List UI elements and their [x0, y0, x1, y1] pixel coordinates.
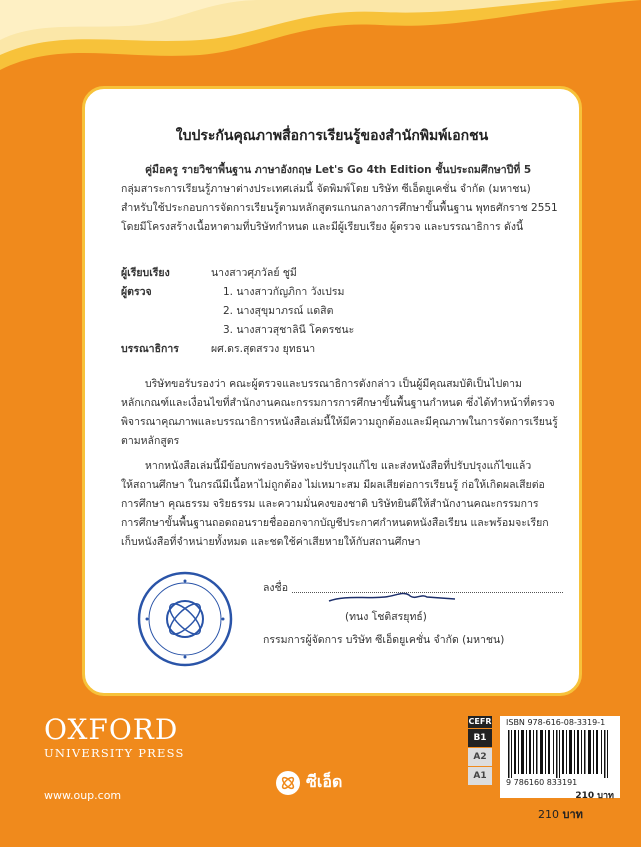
reviewer-label: ผู้ตรวจ — [121, 286, 152, 298]
company-seal — [135, 569, 235, 669]
para-line: เก็บหนังสือที่จำหน่ายทั้งหมด และชดใช้ค่าเสียหายให้กับสถานศึกษา — [121, 536, 421, 548]
reviewer-name: 2. นางสุขุมาภรณ์ แดสิต — [223, 305, 334, 317]
se-ed-wordmark: ซีเอ็ด — [306, 772, 343, 791]
se-ed-icon — [276, 771, 300, 795]
cefr-level: B1 — [468, 729, 492, 747]
barcode-number: 9 786160 833191 — [506, 778, 578, 787]
certificate-title: ใบประกันคุณภาพสื่อการเรียนรู้ของสำนักพิมพ์เอกชน — [175, 128, 489, 144]
editor-label: บรรณาธิการ — [121, 343, 179, 355]
intro-line: สำหรับใช้ประกอบการจัดการเรียนรู้ตามหลักสูตรแกนกลางการศึกษาขั้นพื้นฐาน พุทธศักราช 2551 — [121, 202, 558, 214]
assurance-paragraph — [121, 375, 561, 451]
staff-list — [121, 264, 561, 359]
se-ed-logo — [276, 770, 342, 795]
cefr-level: A2 — [468, 748, 492, 766]
certificate-card — [82, 86, 582, 696]
oxford-logo — [44, 713, 185, 760]
sign-label: ลงชื่อ — [263, 582, 288, 594]
barcode-price: 210 บาท — [575, 791, 614, 801]
price-label — [538, 805, 583, 823]
para-line: การศึกษาขั้นพื้นฐานถอดถอนรายชื่อออกจากบัญชีประกาศกำหนดหนังสือเรียน และพร้อมจะเรียก — [121, 517, 549, 529]
reviewer-name: 3. นางสาวสุชาลินี โคตรชนะ — [223, 324, 355, 336]
oup-wordmark: UNIVERSITY PRESS — [44, 746, 185, 760]
signature-block — [263, 579, 563, 648]
cefr-level: A1 — [468, 767, 492, 785]
reviewer-name: 1. นางสาวกัญภิกา วังเปรม — [223, 286, 345, 298]
intro-line: โดยมีโครงสร้างเนื้อหาตามที่บริษัทกำหนด และมีผู้เรียบเรียง ผู้ตรวจ และบรรณาธิการ ดังนี้ — [121, 221, 524, 233]
barcode-box — [500, 716, 620, 801]
author-label: ผู้เรียบเรียง — [121, 267, 170, 279]
author-name: นางสาวศุภวัลย์ ชูมี — [211, 267, 297, 279]
oup-url: www.oup.com — [44, 789, 122, 802]
para-line: การศึกษา คุณธรรม จริยธรรม และความมั่นคงของชาติ บริษัทยินดีให้สำนักงานคณะกรรมการ — [121, 498, 539, 510]
cefr-header: CEFR — [468, 717, 492, 726]
signer-name: (ทนง โชติสรยุทธ์) — [345, 611, 427, 623]
para-line: บริษัทขอรับรองว่า คณะผู้ตรวจและบรรณาธิการดังกล่าว เป็นผู้มีคุณสมบัติเป็นไปตาม — [145, 378, 522, 390]
intro-paragraph — [121, 161, 561, 237]
para-line: พิจารณาคุณภาพและบรรณาธิการหนังสือเล่มนี้ให้มีความถูกต้องและมีคุณภาพในการจัดการเรียนรู้ — [121, 416, 558, 428]
correction-paragraph — [121, 457, 561, 552]
intro-line: คู่มือครู รายวิชาพื้นฐาน ภาษาอังกฤษ Let's Go 4th Edition ชั้นประถมศึกษาปีที่ 5 — [145, 164, 532, 176]
barcode-bars — [508, 730, 612, 778]
editor-name: ผศ.ดร.สุดสรวง ยุทธนา — [211, 343, 316, 355]
para-line: ให้สถานศึกษา ในกรณีมีเนื้อหาไม่ถูกต้อง ไม่เหมาะสม มีผลเสียต่อการเรียนรู้ ก่อให้เกิดผลเสียต่อ — [121, 479, 545, 491]
oxford-wordmark: OXFORD — [44, 713, 179, 746]
price-unit: บาท — [562, 808, 583, 821]
para-line: หลักเกณฑ์และเงื่อนไขที่สำนักงานคณะกรรมการการศึกษาขั้นพื้นฐานกำหนด ซึ่งได้ทำหน้าที่ตรวจ — [121, 397, 555, 409]
intro-line: กลุ่มสาระการเรียนรู้ภาษาต่างประเทศเล่มนี้ จัดพิมพ์โดย บริษัท ซีเอ็ดยูเคชั่น จำกัด (มหาชน) — [121, 183, 531, 195]
signer-position: กรรมการผู้จัดการ บริษัท ซีเอ็ดยูเคชั่น จำกัด (มหาชน) — [263, 634, 505, 646]
cefr-levels — [468, 716, 492, 786]
para-line: หากหนังสือเล่มนี้มีข้อบกพร่องบริษัทจะปรับปรุงแก้ไข และส่งหนังสือที่ปรับปรุงแก้ไขแล้ว — [145, 460, 532, 472]
price-number: 210 — [538, 808, 559, 821]
isbn-text: ISBN 978-616-08-3319-1 — [506, 718, 606, 727]
para-line: ตามหลักสูตร — [121, 435, 180, 447]
